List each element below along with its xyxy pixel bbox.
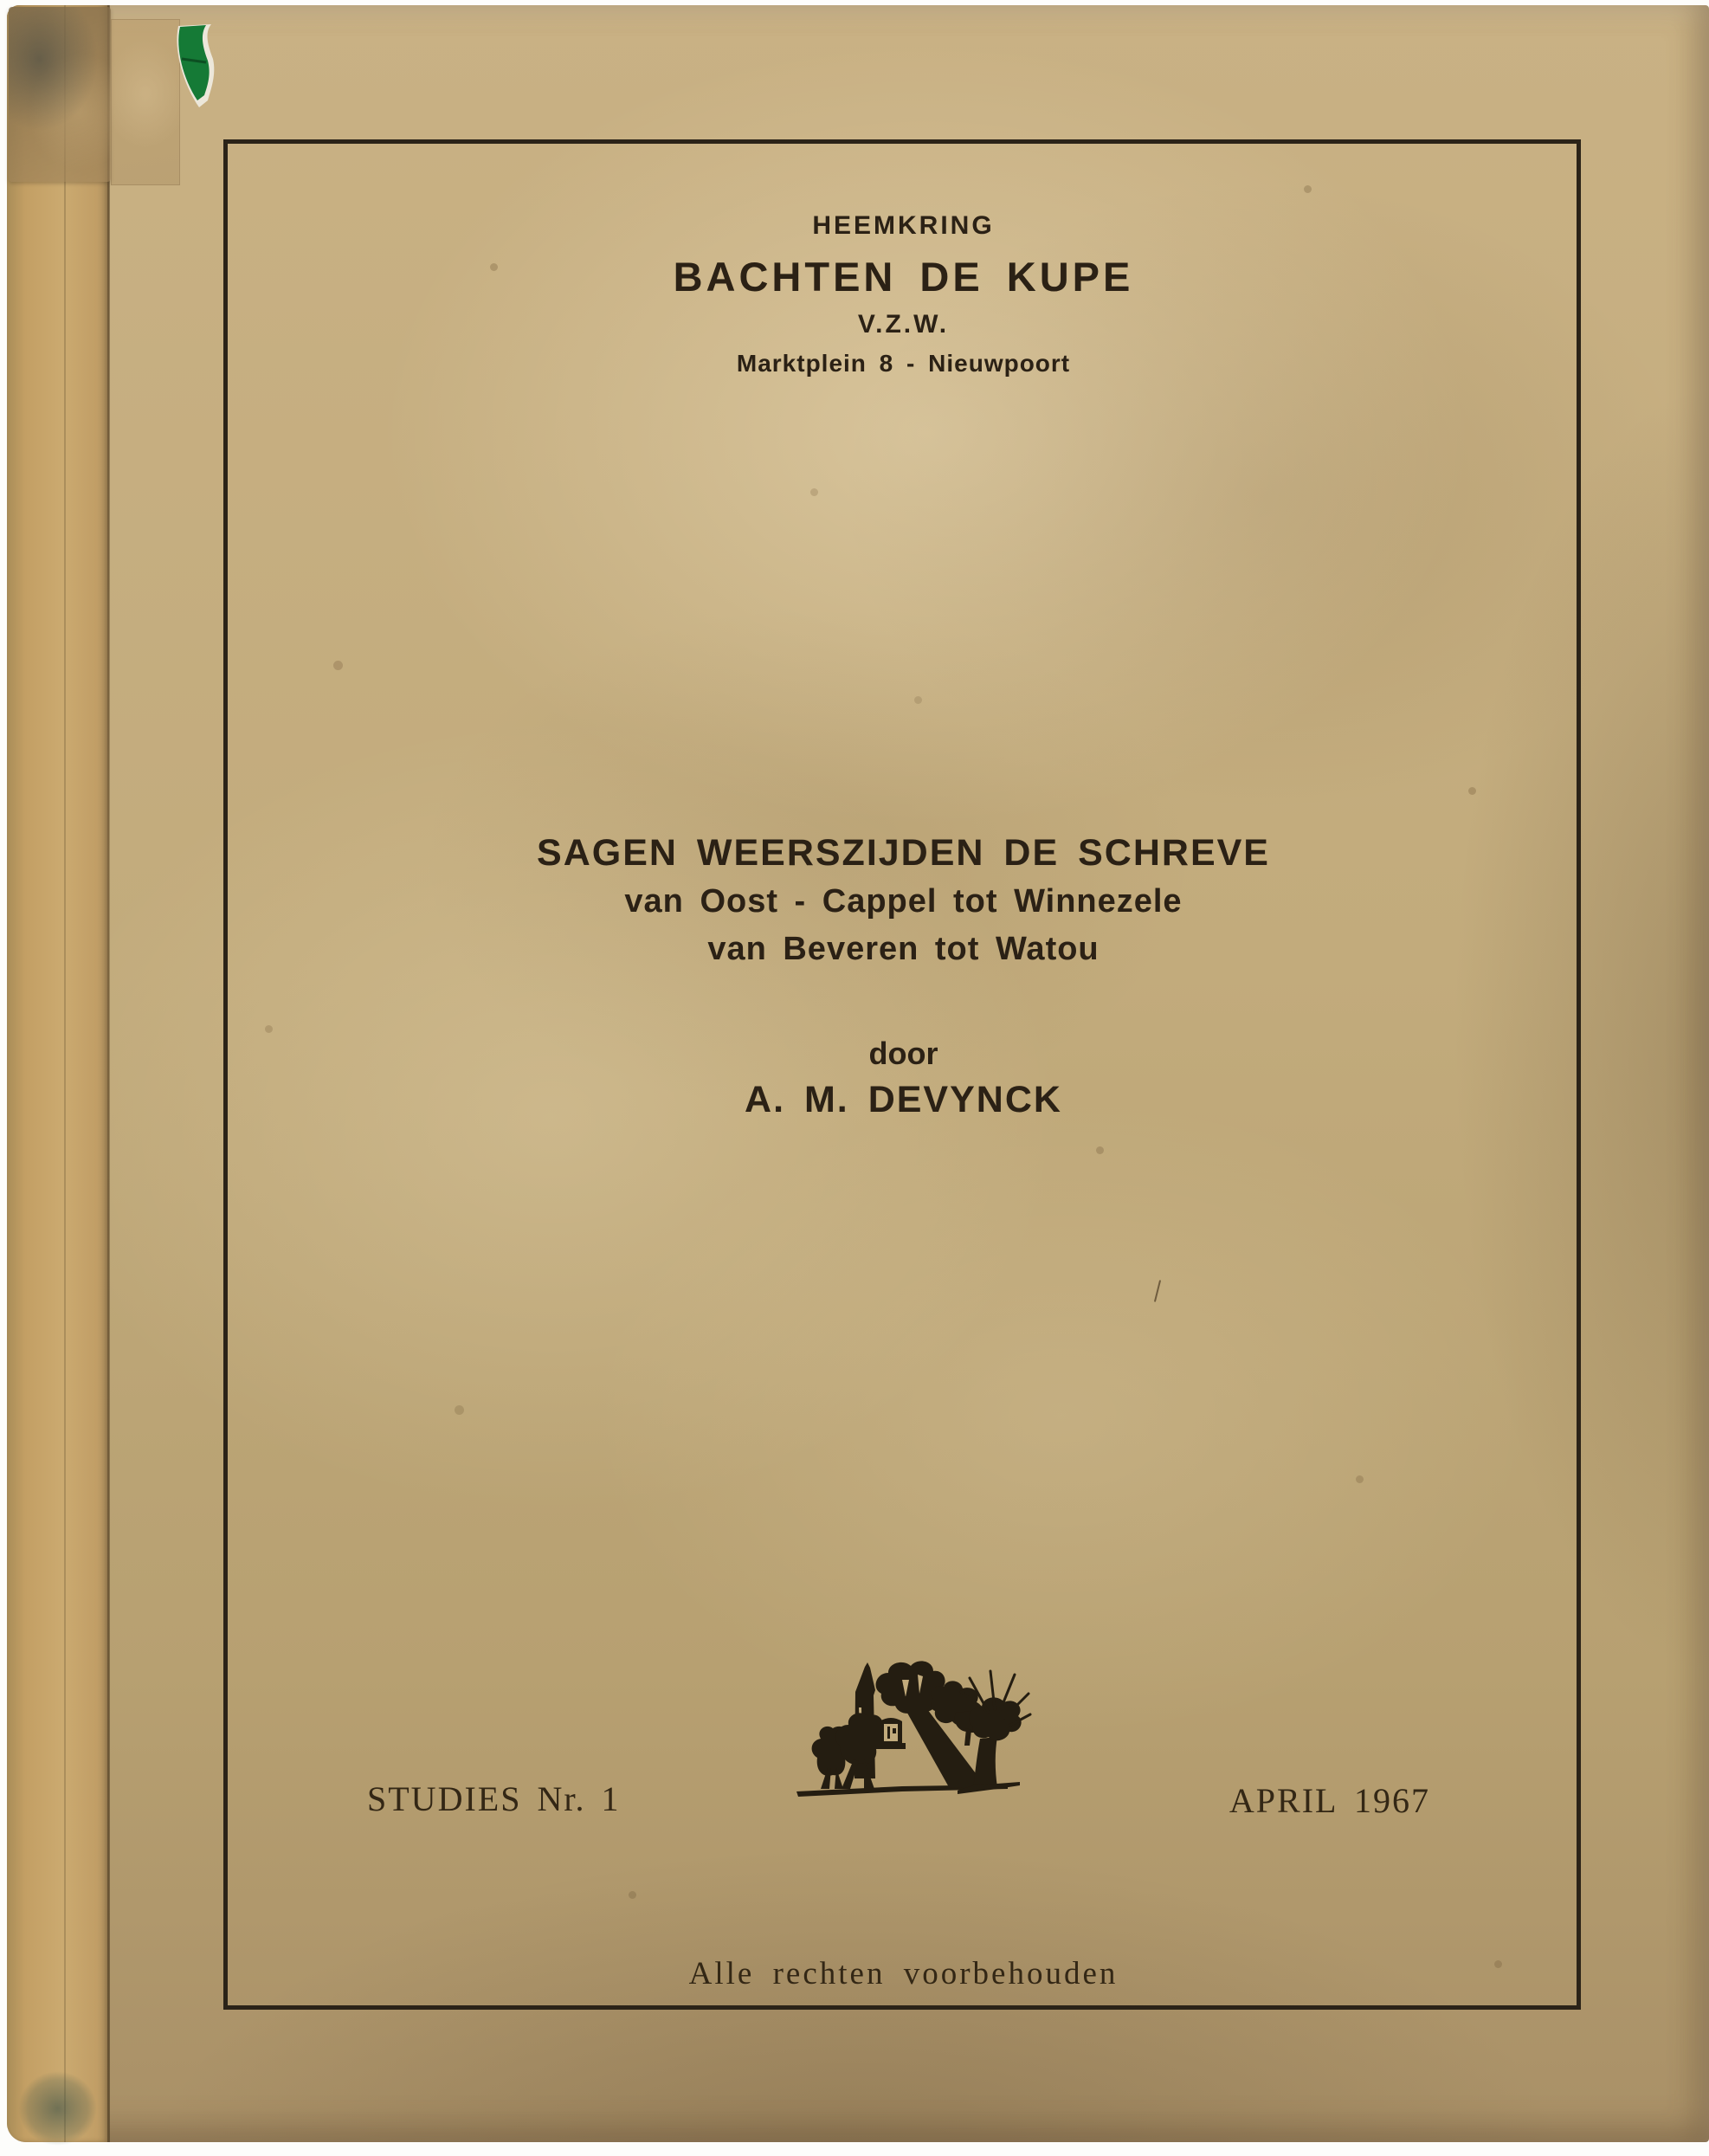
publication-date: APRIL 1967 [1229,1781,1430,1820]
spine-fold-line [107,5,110,2142]
author-name: A. M. DEVYNCK [745,1079,1062,1120]
tape-patch-light [111,19,180,185]
ink-smudge [10,2045,123,2154]
book-title: SAGEN WEERSZIJDEN DE SCHREVE [537,832,1270,874]
paper-foxing-specks [7,5,11,10]
village-woodcut-illustration [772,1656,1034,1808]
green-tape-fragment [173,24,220,107]
spine-crease-line [64,5,66,2142]
series-number: STUDIES Nr. 1 [367,1779,621,1818]
publisher-name: BACHTEN DE KUPE [673,254,1134,300]
rights-statement: Alle rechten voorbehouden [688,1956,1119,1991]
publisher-legal-form: V.Z.W. [857,310,950,339]
book-subtitle-1: van Oost - Cappel tot Winnezele [624,883,1183,920]
publisher-organization: HEEMKRING [812,211,995,240]
tape-patch-dark [9,7,111,182]
book-subtitle-2: van Beveren tot Watou [707,931,1100,967]
publisher-address: Marktplein 8 - Nieuwpoort [736,350,1071,377]
book-cover [7,5,1709,2142]
book-spine [7,5,109,2142]
author-preposition: door [868,1036,938,1071]
